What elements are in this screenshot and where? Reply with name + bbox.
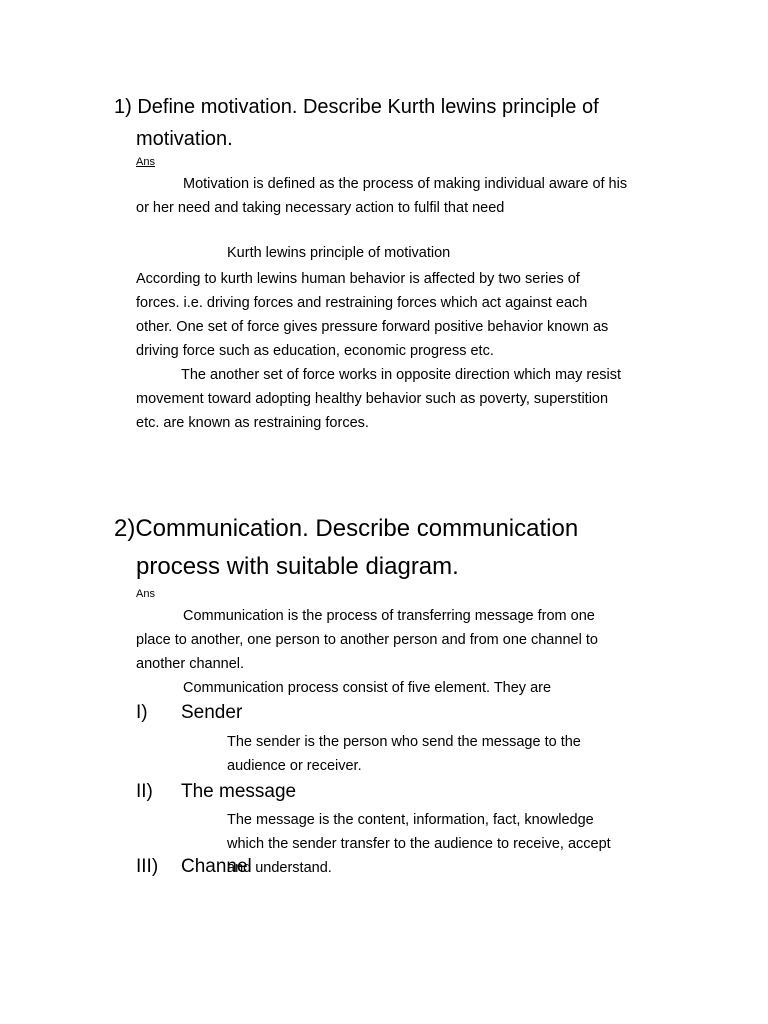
- item-desc-message-line1: The message is the content, information, fact, knowledge: [227, 812, 594, 828]
- q1-subheading: Kurth lewins principle of motivation: [227, 245, 451, 261]
- item-title-sender: Sender: [181, 702, 243, 723]
- q1-heading-line2: motivation.: [136, 128, 233, 150]
- item-numeral-1: I): [136, 702, 148, 723]
- item-title-message: The message: [181, 781, 297, 802]
- q2-definition-line3: another channel.: [136, 656, 245, 672]
- q1-heading-line1: 1) Define motivation. Describe Kurth lewins principle of: [114, 96, 599, 118]
- q2-heading-line2: process with suitable diagram.: [136, 553, 459, 580]
- item-title-channel: Channel: [181, 856, 252, 877]
- q1-ans-label: Ans: [136, 156, 155, 168]
- item-desc-message-line2: which the sender transfer to the audience to receive, accept: [227, 836, 611, 852]
- item-desc-sender-line1: The sender is the person who send the message to the: [227, 734, 581, 750]
- item-numeral-3: III): [136, 856, 159, 877]
- q1-para2-line2: movement toward adopting healthy behavior such as poverty, superstition: [136, 391, 609, 407]
- q1-definition-line1: Motivation is defined as the process of making individual aware of his: [183, 176, 628, 192]
- item-desc-message-line3: and understand.: [227, 860, 332, 876]
- q1-definition-line2: or her need and taking necessary action to fulfil that need: [136, 200, 505, 216]
- q2-elements-intro: Communication process consist of five element. They are: [183, 680, 552, 696]
- q2-ans-label: Ans: [136, 588, 155, 600]
- q2-definition-line2: place to another, one person to another person and from one channel to: [136, 632, 598, 648]
- q1-para1-line4: driving force such as education, economic progress etc.: [136, 343, 494, 359]
- item-numeral-2: II): [136, 781, 153, 802]
- q1-para2-line1: The another set of force works in opposite direction which may resist: [181, 367, 622, 383]
- item-desc-sender-line2: audience or receiver.: [227, 758, 362, 774]
- q1-para1-line2: forces. i.e. driving forces and restraining forces which act against each: [136, 295, 588, 311]
- q1-para1-line1: According to kurth lewins human behavior is affected by two series of: [136, 271, 580, 287]
- q1-para1-line3: other. One set of force gives pressure forward positive behavior known as: [136, 319, 609, 335]
- q1-para2-line3: etc. are known as restraining forces.: [136, 415, 369, 431]
- q2-heading-line1: 2)Communication. Describe communication: [114, 515, 579, 542]
- q2-definition-line1: Communication is the process of transferring message from one: [183, 608, 595, 624]
